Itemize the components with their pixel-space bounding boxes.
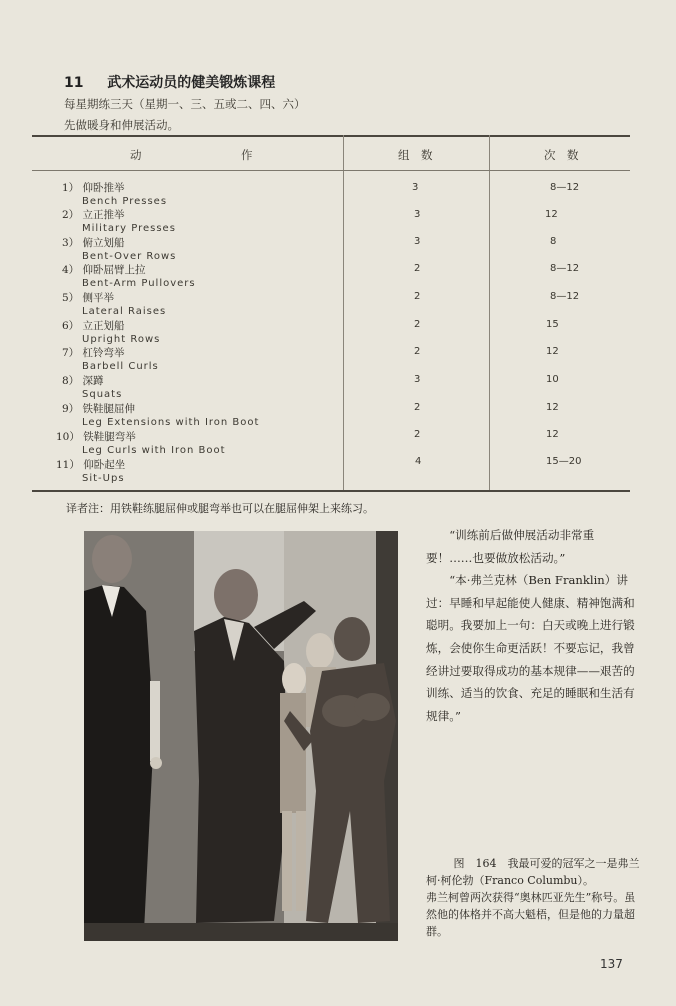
section-title-text: 武术运动员的健美锻炼课程 — [107, 75, 276, 91]
section-number: 11 — [64, 75, 84, 91]
table-row: 10） 铁鞋腿弯举 Leg Curls with Iron Boot — [56, 431, 226, 456]
exercise-name-en: Barbell Curls — [82, 361, 159, 372]
sets-value: 2 — [414, 291, 421, 302]
exercise-name-zh: 铁鞋腿弯举 — [83, 431, 136, 443]
sets-value: 3 — [414, 236, 421, 247]
table-header-rule — [32, 170, 630, 171]
exercise-name-en: Bent-Over Rows — [82, 251, 177, 262]
caption-line-2: 弗兰柯曾两次获得“奥林匹亚先生”称号。虽然他的体格并不高大魁梧，但是他的力量超群。 — [426, 891, 636, 938]
exercise-name-en: Bent-Arm Pullovers — [82, 278, 196, 289]
table-row: 4） 仰卧屈臂上拉 Bent-Arm Pullovers — [62, 264, 196, 289]
reps-value: 8—12 — [550, 291, 580, 302]
exercise-name-en: Squats — [82, 389, 123, 400]
table-row: 11） 仰卧起坐 Sit-Ups — [56, 459, 126, 484]
quote-paragraph-1: “训练前后做伸展活动非常重要！……也要做放松活动。” — [426, 528, 595, 565]
reps-value: 15—20 — [546, 456, 582, 467]
photo-award-ceremony — [84, 531, 398, 941]
reps-value: 12 — [546, 402, 559, 413]
reps-value: 12 — [545, 209, 558, 220]
table-row: 5） 侧平举 Lateral Raises — [62, 292, 167, 317]
reps-value: 15 — [546, 319, 559, 330]
exercise-name-zh: 仰卧起坐 — [83, 459, 126, 471]
sets-value: 2 — [414, 263, 421, 274]
exercise-name-zh: 立正划船 — [82, 320, 125, 332]
table-row: 6） 立正划船 Upright Rows — [62, 320, 161, 345]
table-row: 3） 俯立划船 Bent-Over Rows — [62, 237, 177, 262]
exercise-name-en: Lateral Raises — [82, 306, 167, 317]
exercise-name-en: Bench Presses — [82, 196, 168, 207]
reps-value: 8—12 — [550, 263, 580, 274]
translator-note: 译者注：用铁鞋练腿屈伸或腿弯举也可以在腿屈伸架上来练习。 — [66, 502, 374, 515]
sets-value: 2 — [414, 429, 421, 440]
sets-value: 2 — [414, 402, 421, 413]
table-row: 7） 杠铃弯举 Barbell Curls — [62, 347, 159, 372]
sets-value: 3 — [412, 182, 419, 193]
table-row: 8） 深蹲 Squats — [62, 375, 123, 400]
header-exercise-right: 作 — [241, 148, 253, 162]
schedule-text: 每星期练三天（星期一、三、五或二、四、六） — [64, 97, 306, 111]
reps-value: 10 — [546, 374, 559, 385]
table-top-rule — [32, 135, 630, 137]
table-row: 1） 仰卧推举 Bench Presses — [62, 182, 168, 207]
sets-value: 2 — [414, 346, 421, 357]
quote-block — [426, 524, 640, 727]
exercise-name-en: Leg Extensions with Iron Boot — [82, 417, 260, 428]
reps-value: 12 — [546, 346, 559, 357]
sets-value: 2 — [414, 319, 421, 330]
quote-paragraph-2: “本·弗兰克林（Ben Franklin）讲过：早睡和早起能使人健康、精神饱满和聪明。我要加上一句：白天或晚上进行锻炼，会使你生命更活跃！不要忘记，我曾经讲过要取得成功的基本规律——艰苦的训练、适当的饮食、充足的睡眠和生活有规律。” — [426, 573, 635, 723]
exercise-name-en: Leg Curls with Iron Boot — [82, 445, 226, 456]
exercise-name-zh: 俯立划船 — [82, 237, 125, 249]
header-exercise-left: 动 — [130, 148, 142, 162]
exercise-name-en: Upright Rows — [82, 334, 161, 345]
section-title — [64, 72, 275, 92]
reps-value: 8 — [550, 236, 557, 247]
figure-caption — [426, 855, 646, 940]
reps-value: 12 — [546, 429, 559, 440]
page-number: 137 — [600, 957, 623, 971]
exercise-name-zh: 仰卧屈臂上拉 — [82, 264, 146, 276]
table-row: 2） 立正推举 Military Presses — [62, 209, 176, 234]
reps-value: 8—12 — [550, 182, 580, 193]
table-col-divider-1 — [343, 135, 344, 491]
photo-image — [84, 531, 398, 941]
table-col-divider-2 — [489, 135, 490, 491]
exercise-name-zh: 铁鞋腿屈伸 — [82, 403, 136, 415]
exercise-name-zh: 杠铃弯举 — [82, 347, 125, 359]
header-sets: 组 数 — [398, 148, 433, 162]
header-reps: 次 数 — [544, 148, 579, 162]
sets-value: 3 — [414, 209, 421, 220]
exercise-name-zh: 仰卧推举 — [82, 182, 125, 194]
exercise-name-en: Military Presses — [82, 223, 176, 234]
exercise-name-en: Sit-Ups — [82, 473, 125, 484]
table-bottom-rule — [32, 490, 630, 492]
warmup-text: 先做暖身和伸展活动。 — [64, 118, 179, 132]
exercise-name-zh: 侧平举 — [82, 292, 115, 304]
table-row: 9） 铁鞋腿屈伸 Leg Extensions with Iron Boot — [62, 403, 260, 428]
caption-line-1: 图 164 我最可爱的冠军之一是弗兰柯·柯伦勃（Franco Columbu）。 — [426, 857, 640, 887]
exercise-name-zh: 深蹲 — [82, 375, 104, 387]
sets-value: 3 — [414, 374, 421, 385]
exercise-name-zh: 立正推举 — [82, 209, 125, 221]
sets-value: 4 — [415, 456, 422, 467]
